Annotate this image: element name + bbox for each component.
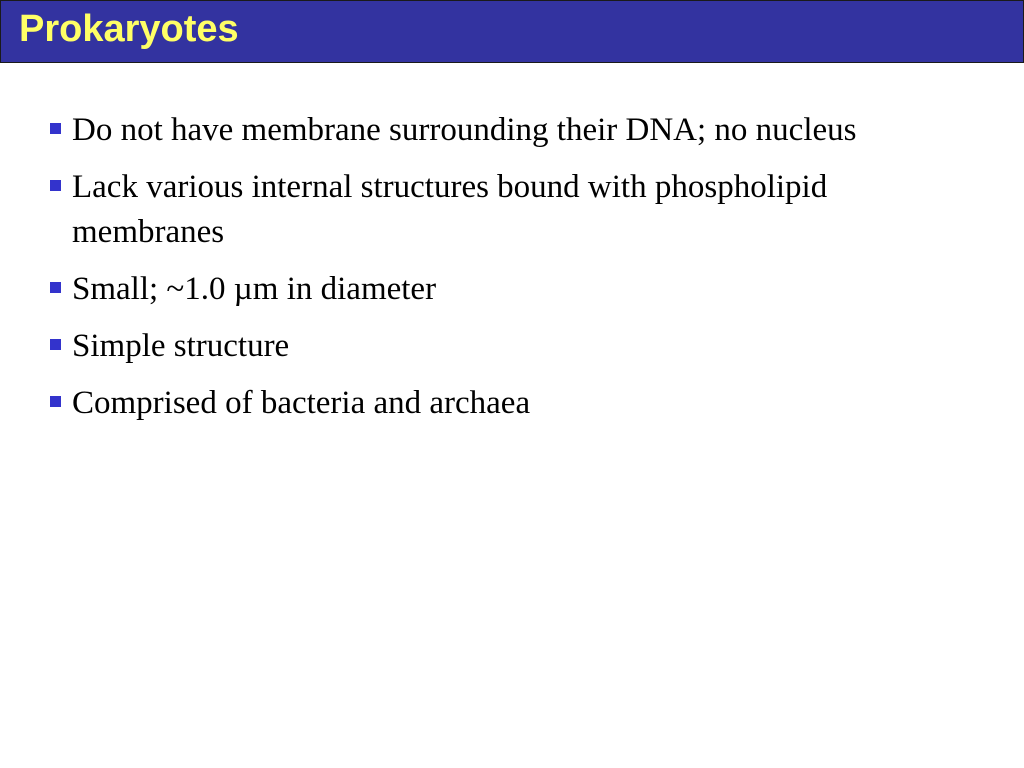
bullet-text: Simple structure <box>72 328 290 364</box>
bullet-text: Small; ~1.0 µm in diameter <box>72 271 437 307</box>
square-bullet-icon <box>50 180 61 191</box>
bullet-list <box>48 108 948 438</box>
bullet-item <box>48 165 948 255</box>
square-bullet-icon <box>50 396 61 407</box>
square-bullet-icon <box>50 339 61 350</box>
bullet-text: Lack various internal structures bound with phospholipid membranes <box>72 169 828 250</box>
bullet-text: Comprised of bacteria and archaea <box>72 385 531 421</box>
square-bullet-icon <box>50 123 61 134</box>
bullet-item <box>48 108 948 153</box>
slide-title: Prokaryotes <box>19 8 239 50</box>
bullet-item <box>48 381 948 426</box>
square-bullet-icon <box>50 282 61 293</box>
bullet-text: Do not have membrane surrounding their DNA; no nucleus <box>72 112 857 148</box>
bullet-item <box>48 324 948 369</box>
title-bar <box>0 0 1024 63</box>
bullet-item <box>48 267 948 312</box>
